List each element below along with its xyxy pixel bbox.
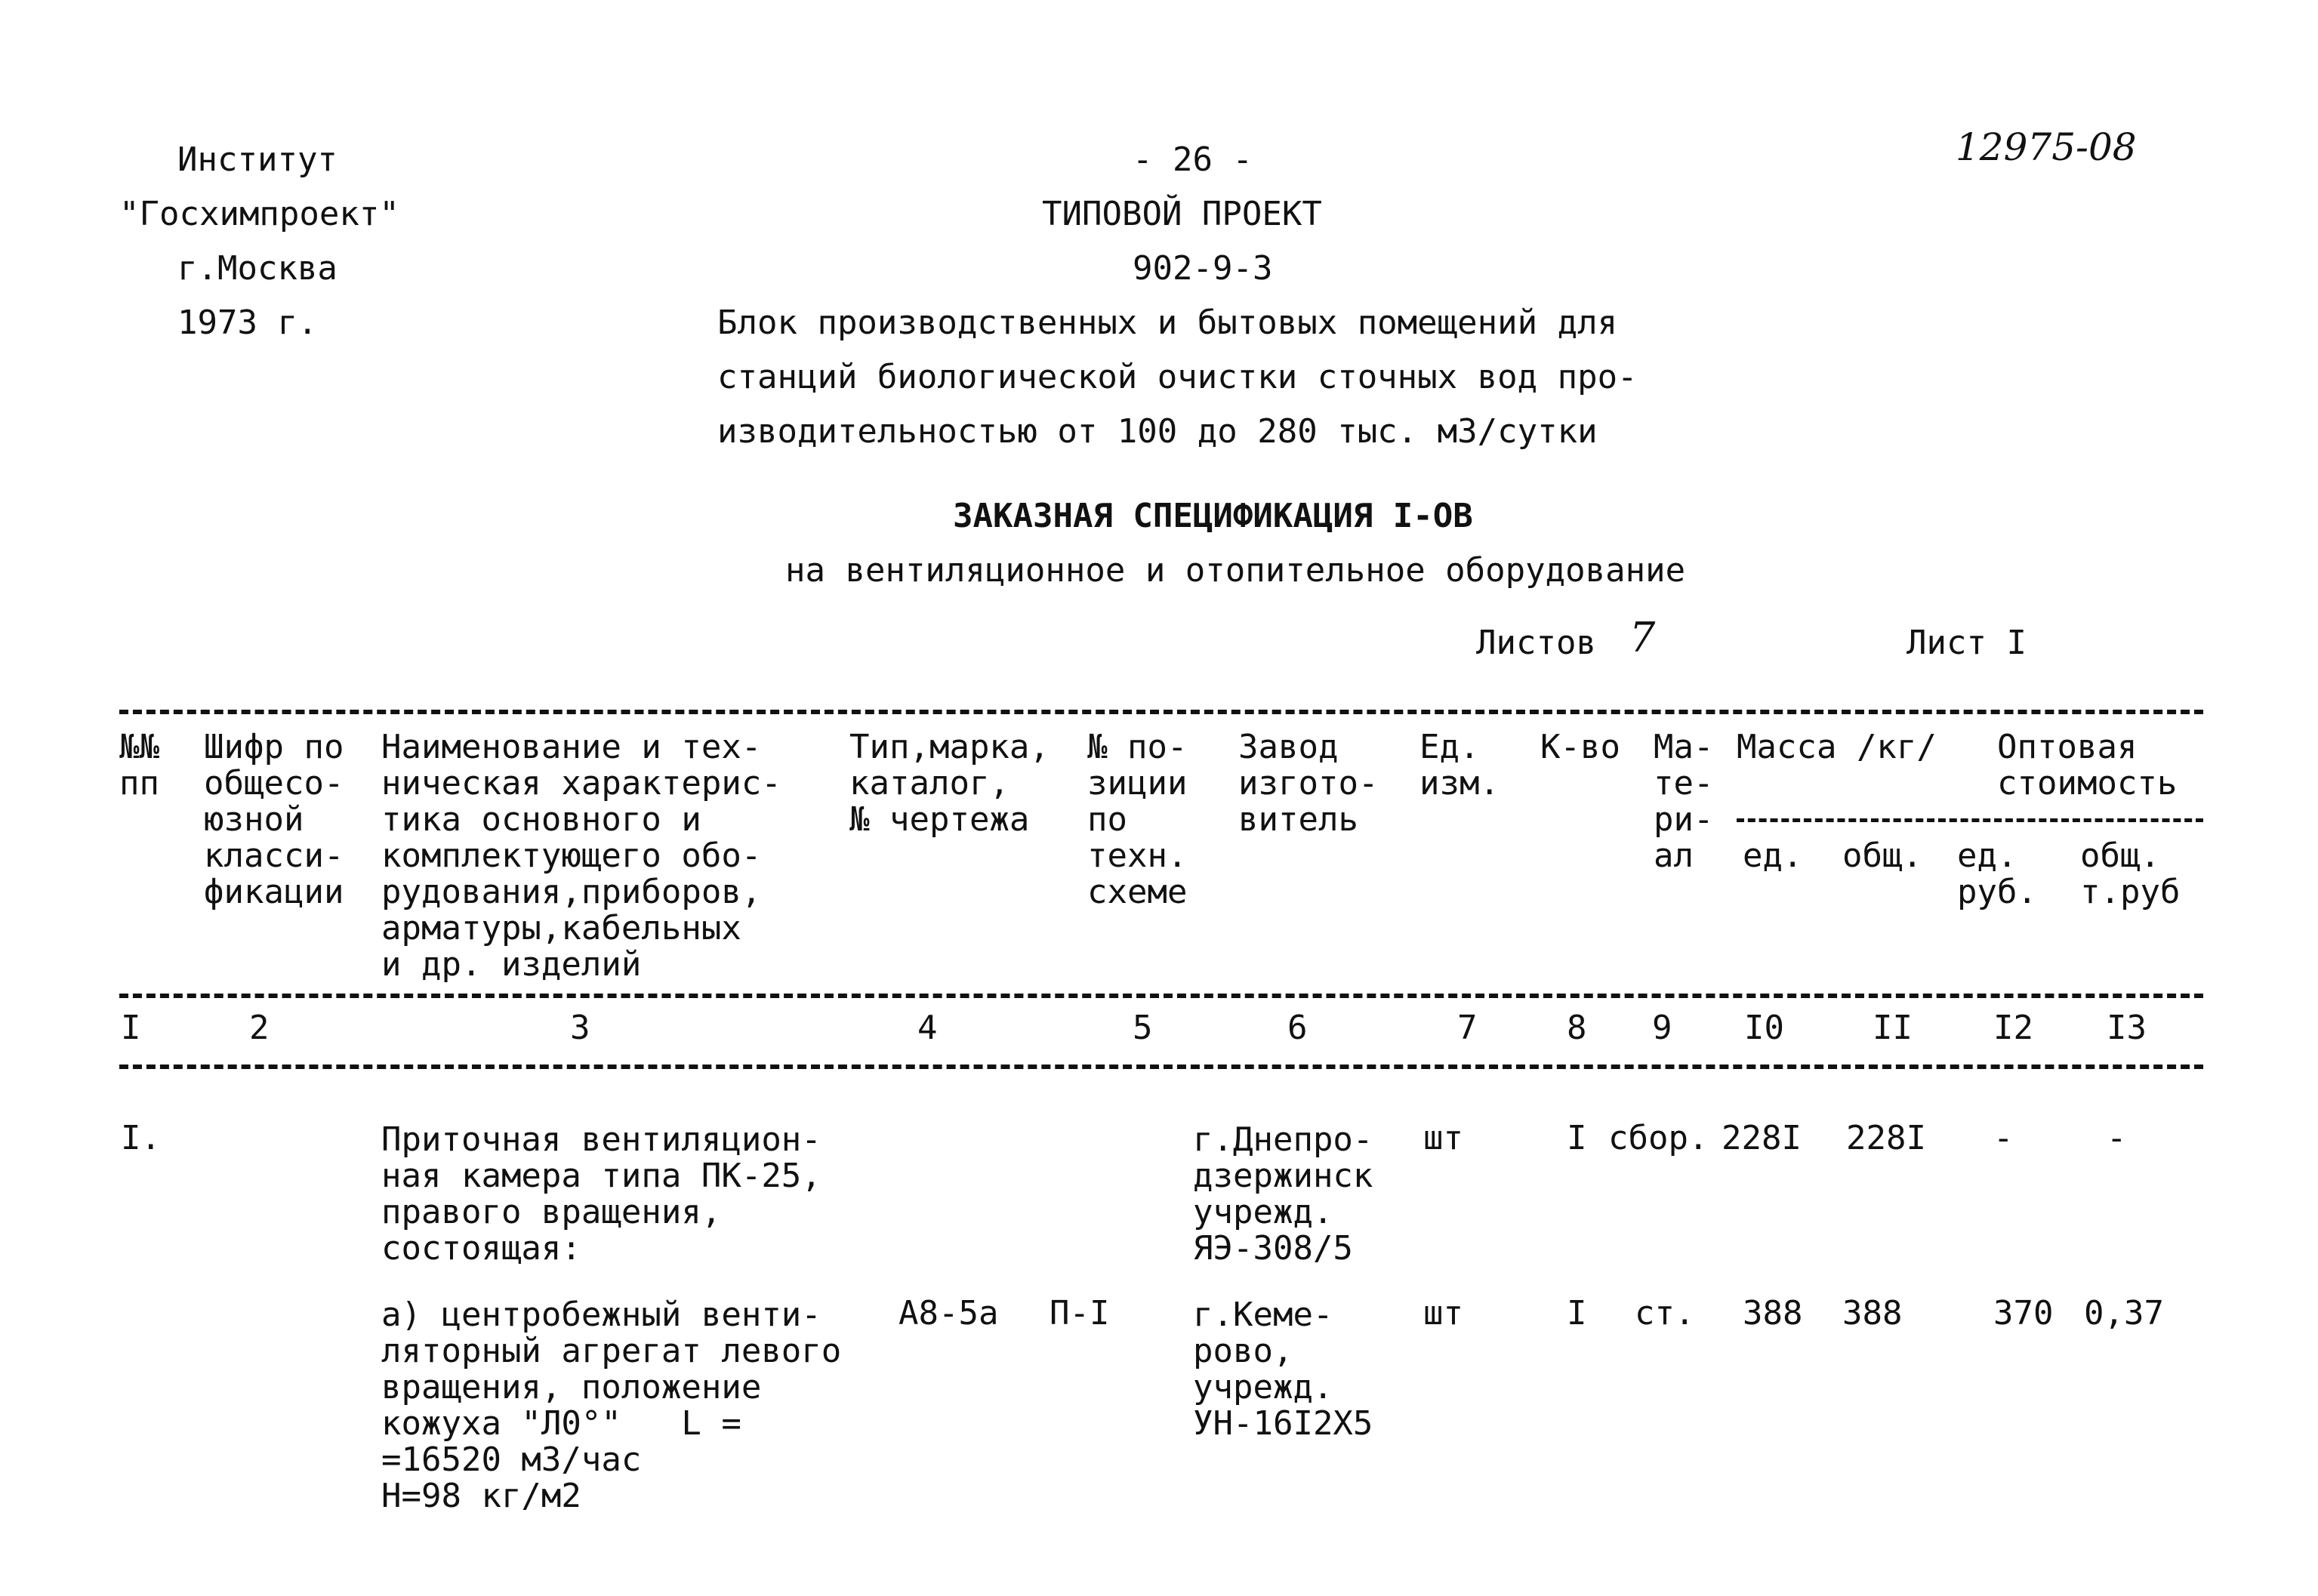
row-2-name: а) центробежный венти- ляторный агрегат левого вращения, положение кожуха "Л0°" L = =16520 м3/час Н=98 кг/м2 xyxy=(381,1296,842,1515)
sheet-label: Лист I xyxy=(1906,624,2027,662)
description-line-2: станций биологической очистки сточных вод про- xyxy=(717,358,1638,396)
table-top-rule xyxy=(119,710,2203,714)
institute-line-1: Институт xyxy=(177,140,338,179)
sheets-label: Листов xyxy=(1476,624,1596,662)
description-line-3: изводительностью от 100 до 280 тыс. м3/сутки xyxy=(717,412,1598,451)
row-2-mass-total: 388 xyxy=(1842,1294,1903,1333)
row-1-maker: г.Днепро- дзержинск учрежд. ЯЭ-308/5 xyxy=(1193,1120,1373,1268)
row-2-unit: шт xyxy=(1423,1294,1463,1333)
col-number-9: 9 xyxy=(1652,1009,1672,1047)
document-code: 12975-08 xyxy=(1956,125,2137,169)
description-line-1: Блок производственных и бытовых помещений для xyxy=(717,303,1618,342)
institute-line-2: "Госхимпроект" xyxy=(119,195,399,233)
col-number-13: I3 xyxy=(2107,1009,2147,1047)
col-number-6: 6 xyxy=(1287,1009,1308,1047)
col-number-5: 5 xyxy=(1133,1009,1153,1047)
header-col-7: Ед. изм. xyxy=(1419,728,1500,803)
row-1-mass-unit: 228I xyxy=(1722,1119,1802,1157)
header-cost: Оптовая стоимость xyxy=(1997,728,2178,803)
spec-title: ЗАКАЗНАЯ СПЕЦИФИКАЦИЯ I-ОВ xyxy=(953,497,1473,535)
row-1-cost-total: - xyxy=(2107,1119,2127,1157)
header-col-10: ед. xyxy=(1743,837,1803,875)
header-mass: Масса /кг/ xyxy=(1737,728,1937,766)
header-col-11: общ. xyxy=(1842,837,1922,875)
header-col-13: общ. т.руб xyxy=(2080,837,2181,911)
institute-city: г.Москва xyxy=(177,249,338,288)
header-col-5: № по- зиции по техн. схеме xyxy=(1087,728,1188,911)
institute-year: 1973 г. xyxy=(177,303,318,342)
col-number-12: I2 xyxy=(1993,1009,2033,1047)
header-col-12: ед. руб. xyxy=(1957,837,2037,911)
col-number-2: 2 xyxy=(249,1009,270,1047)
row-2-type: А8-5а xyxy=(899,1294,999,1333)
row-1-mass-total: 228I xyxy=(1846,1119,1926,1157)
col-numbers-bottom-rule xyxy=(119,1065,2203,1069)
row-2-pos: П-I xyxy=(1050,1294,1110,1333)
col-number-3: 3 xyxy=(570,1009,590,1047)
header-col-8: К-во xyxy=(1540,728,1620,766)
col-number-1: I xyxy=(121,1009,141,1047)
col-number-4: 4 xyxy=(917,1009,938,1047)
header-col-4: Тип,марка, каталог, № чертежа xyxy=(849,728,1050,839)
row-1-qty: I xyxy=(1567,1119,1587,1157)
row-1-material: сбор. xyxy=(1608,1119,1709,1157)
mass-cost-divider xyxy=(1737,818,2203,822)
header-col-3: Наименование и тех- ническая характерис- тика основного и комплектующего обо- рудования,приборов, арматуры,кабельных и др. изделий xyxy=(381,728,781,984)
sheets-value: 7 xyxy=(1629,614,1656,661)
header-col-9: Ма- те- ри- ал xyxy=(1654,728,1714,875)
col-number-10: I0 xyxy=(1744,1009,1784,1047)
header-col-2: Шифр по общесо- юзной класси- фикации xyxy=(204,728,344,911)
header-col-1: №№ пп xyxy=(119,728,159,803)
project-number: 902-9-3 xyxy=(1133,249,1273,288)
project-label: ТИПОВОЙ ПРОЕКТ xyxy=(1042,195,1322,233)
row-2-mass-unit: 388 xyxy=(1743,1294,1803,1333)
col-number-8: 8 xyxy=(1567,1009,1587,1047)
header-col-6: Завод изгото- витель xyxy=(1238,728,1379,839)
row-1-num: I. xyxy=(121,1119,161,1157)
row-2-maker: г.Кеме- рово, учрежд. УН-16I2Х5 xyxy=(1193,1296,1373,1443)
row-1-cost-unit: - xyxy=(1993,1119,2014,1157)
row-1-unit: шт xyxy=(1423,1119,1463,1157)
row-2-material: ст. xyxy=(1635,1294,1695,1333)
col-number-11: II xyxy=(1873,1009,1913,1047)
header-bottom-rule xyxy=(119,994,2203,998)
row-2-cost-total: 0,37 xyxy=(2084,1294,2164,1333)
page-number: - 26 - xyxy=(1133,140,1253,179)
spec-subtitle: на вентиляционное и отопительное оборудование xyxy=(785,551,1686,590)
col-number-7: 7 xyxy=(1457,1009,1478,1047)
row-2-cost-unit: 370 xyxy=(1993,1294,2054,1333)
row-1-name: Приточная вентиляцион- ная камера типа ПК-25, правого вращения, состоящая: xyxy=(381,1120,821,1268)
row-2-qty: I xyxy=(1567,1294,1587,1333)
